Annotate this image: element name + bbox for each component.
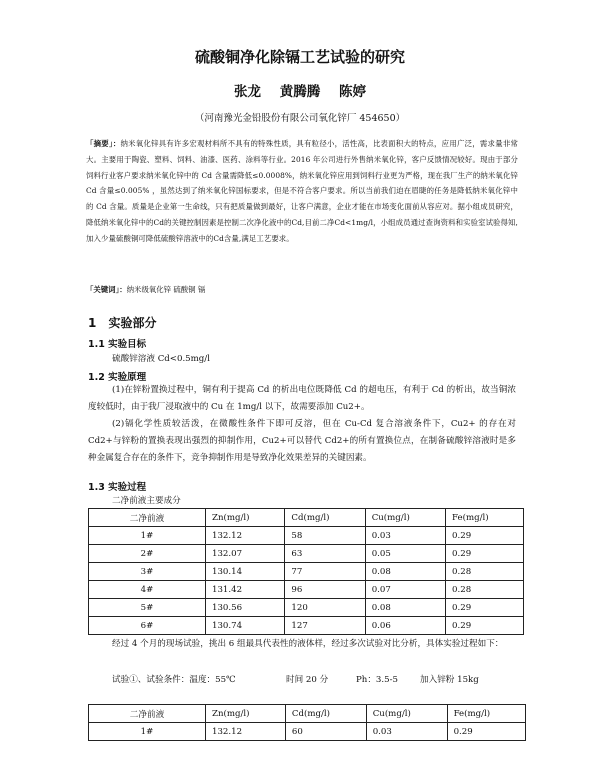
section-heading-1: 1 实验部分 xyxy=(88,316,157,330)
table-cell: 132.07 xyxy=(206,545,285,563)
table-cell: 0.06 xyxy=(365,617,445,635)
principle-paragraph-1: (1)在锌粉置换过程中，铜有利于提高 Cd 的析出电位既降低 Cd 的超电压，有利于 Cd 的析出，故当铜浓度较低时，由于我厂浸取液中的 Cu 在 1mg/l 以下，故需要添加 Cu2+。 xyxy=(88,385,516,413)
table-cell: 0.28 xyxy=(446,563,524,581)
subsection-heading-1-2: 1.2 实验原理 xyxy=(88,372,147,383)
keywords xyxy=(86,284,205,295)
table-cell: 120 xyxy=(285,599,365,617)
keywords-text: 纳米级氧化锌 硫酸铜 镉 xyxy=(126,285,206,294)
table-header-cell: 二净前液 xyxy=(89,509,206,527)
table-cell: 63 xyxy=(285,545,365,563)
table-cell: 0.29 xyxy=(447,723,525,741)
authors: 张龙 黄腾腾 陈婷 xyxy=(234,84,366,100)
table-row xyxy=(89,599,524,617)
table-header-cell: Fe(mg/l) xyxy=(447,705,525,723)
table-cell: 0.29 xyxy=(446,545,524,563)
table-cell: 0.29 xyxy=(446,527,524,545)
table-cell: 130.14 xyxy=(206,563,285,581)
table-header-cell: Zn(mg/l) xyxy=(206,705,286,723)
table-solution-composition xyxy=(88,508,524,635)
table-cell: 60 xyxy=(285,723,366,741)
table-cell: 0.08 xyxy=(365,599,445,617)
table-cell: 0.03 xyxy=(366,723,447,741)
objective-text: 硫酸锌溶液 Cd<0.5mg/l xyxy=(112,354,210,364)
table-cell: 131.42 xyxy=(206,581,285,599)
table-cell: 6# xyxy=(89,617,206,635)
trial-time: 时间 20 分 xyxy=(286,675,329,685)
table-cell: 0.07 xyxy=(365,581,445,599)
table-cell: 132.12 xyxy=(206,527,285,545)
table-header-row xyxy=(89,705,526,723)
paper-title: 硫酸铜净化除镉工艺试验的研究 xyxy=(194,48,405,66)
table-header-row xyxy=(89,509,524,527)
table-cell: 130.74 xyxy=(206,617,285,635)
table-row xyxy=(89,563,524,581)
table-cell: 5# xyxy=(89,599,206,617)
table-cell: 0.05 xyxy=(365,545,445,563)
keywords-label: 「关键词」： xyxy=(86,285,127,294)
table-header-cell: Zn(mg/l) xyxy=(206,509,285,527)
table-cell: 3# xyxy=(89,563,206,581)
table-cell: 0.03 xyxy=(365,527,445,545)
table-cell: 1# xyxy=(89,723,206,741)
trial-zinc-powder: 加入锌粉 15kg xyxy=(420,675,479,685)
table-trial-1 xyxy=(88,704,526,741)
table-cell: 4# xyxy=(89,581,206,599)
table-header-cell: Fe(mg/l) xyxy=(446,509,524,527)
principle-paragraph-2: (2)镉化学性质较活泼，在微酸性条件下即可反溶，但在 Cu-Cd 复合溶液条件下，Cu2+ 的存在对 Cd2+与锌粉的置换表现出强烈的抑制作用，Cu2+可以替代 Cd2+的所有置换位点，在制备硫酸锌溶液时是多种金属复合存在的条件下，竞争抑制作用是导致净化效果差异的关键因素。 xyxy=(88,419,516,464)
subsection-heading-1-1: 1.1 实验目标 xyxy=(88,339,147,350)
table-row xyxy=(89,527,524,545)
table-cell: 1# xyxy=(89,527,206,545)
table-cell: 0.28 xyxy=(446,581,524,599)
table-header-cell: Cu(mg/l) xyxy=(366,705,447,723)
table-header-cell: 二净前液 xyxy=(89,705,206,723)
table-cell: 0.08 xyxy=(365,563,445,581)
table-cell: 0.29 xyxy=(446,599,524,617)
trial-ph: Ph：3.5-5 xyxy=(356,675,398,685)
table-cell: 130.56 xyxy=(206,599,285,617)
table-cell: 127 xyxy=(285,617,365,635)
table-cell: 2# xyxy=(89,545,206,563)
abstract-text: 纳米氧化锌具有许多宏观材料所不具有的特殊性质，具有粒径小，活性高，比表面积大的特点，应用广泛，需求量非常大。主要用于陶瓷、塑料、饲料、油漆、医药、涂料等行业。2016 年公司进行外售纳米氧化锌，客户反馈情况较好。现由于部分饲料行业客户要求纳米氧化锌中的 Cd 含量需降低≤0.0008%，纳米氧化锌应用到饲料行业更为严格，现在我厂生产的纳米氧化锌 Cd 含量≤0.005% ，虽然达到了纳米氧化锌国标要求，但是不符合客户要求。所以当前我们迫在眉睫的任务是降低纳米氧化锌中的 Cd 含量。质量是企业第一生命线，只有把质量做到最好，让客户满意，企业才能在市场变化面前从容应对。据小组成员研究，降低纳米氧化锌中的Cd的关键控制因素是控制二次净化液中的Cd,目前二净Cd<1mg/l，小组成员通过查询资料和实验室试验得知,加入少量硫酸铜可降低硫酸锌溶液中的Cd含量,满足工艺要求。 xyxy=(86,139,518,243)
table-cell: 0.29 xyxy=(446,617,524,635)
abstract xyxy=(86,136,518,247)
table-cell: 132.12 xyxy=(206,723,286,741)
trial-conditions-label: 试验①、试验条件：温度：55℃ xyxy=(112,675,236,685)
table-row xyxy=(89,545,524,563)
table-header-cell: Cd(mg/l) xyxy=(285,705,366,723)
table-header-cell: Cd(mg/l) xyxy=(285,509,365,527)
table-row xyxy=(89,581,524,599)
table-row xyxy=(89,723,526,741)
table-cell: 58 xyxy=(285,527,365,545)
affiliation: （河南豫光金铅股份有限公司氧化锌厂 454650） xyxy=(194,113,406,124)
abstract-label: 「摘要」： xyxy=(86,139,121,148)
table-row xyxy=(89,617,524,635)
experiment-description: 经过 4 个月的现场试验，挑出 6 组最具代表性的液体样，经过多次试验对比分析，具体实验过程如下： xyxy=(112,639,504,649)
table1-caption: 二净前液主要成分 xyxy=(112,496,181,506)
table-cell: 96 xyxy=(285,581,365,599)
subsection-heading-1-3: 1.3 实验过程 xyxy=(88,482,147,493)
table-cell: 77 xyxy=(285,563,365,581)
table-header-cell: Cu(mg/l) xyxy=(365,509,445,527)
